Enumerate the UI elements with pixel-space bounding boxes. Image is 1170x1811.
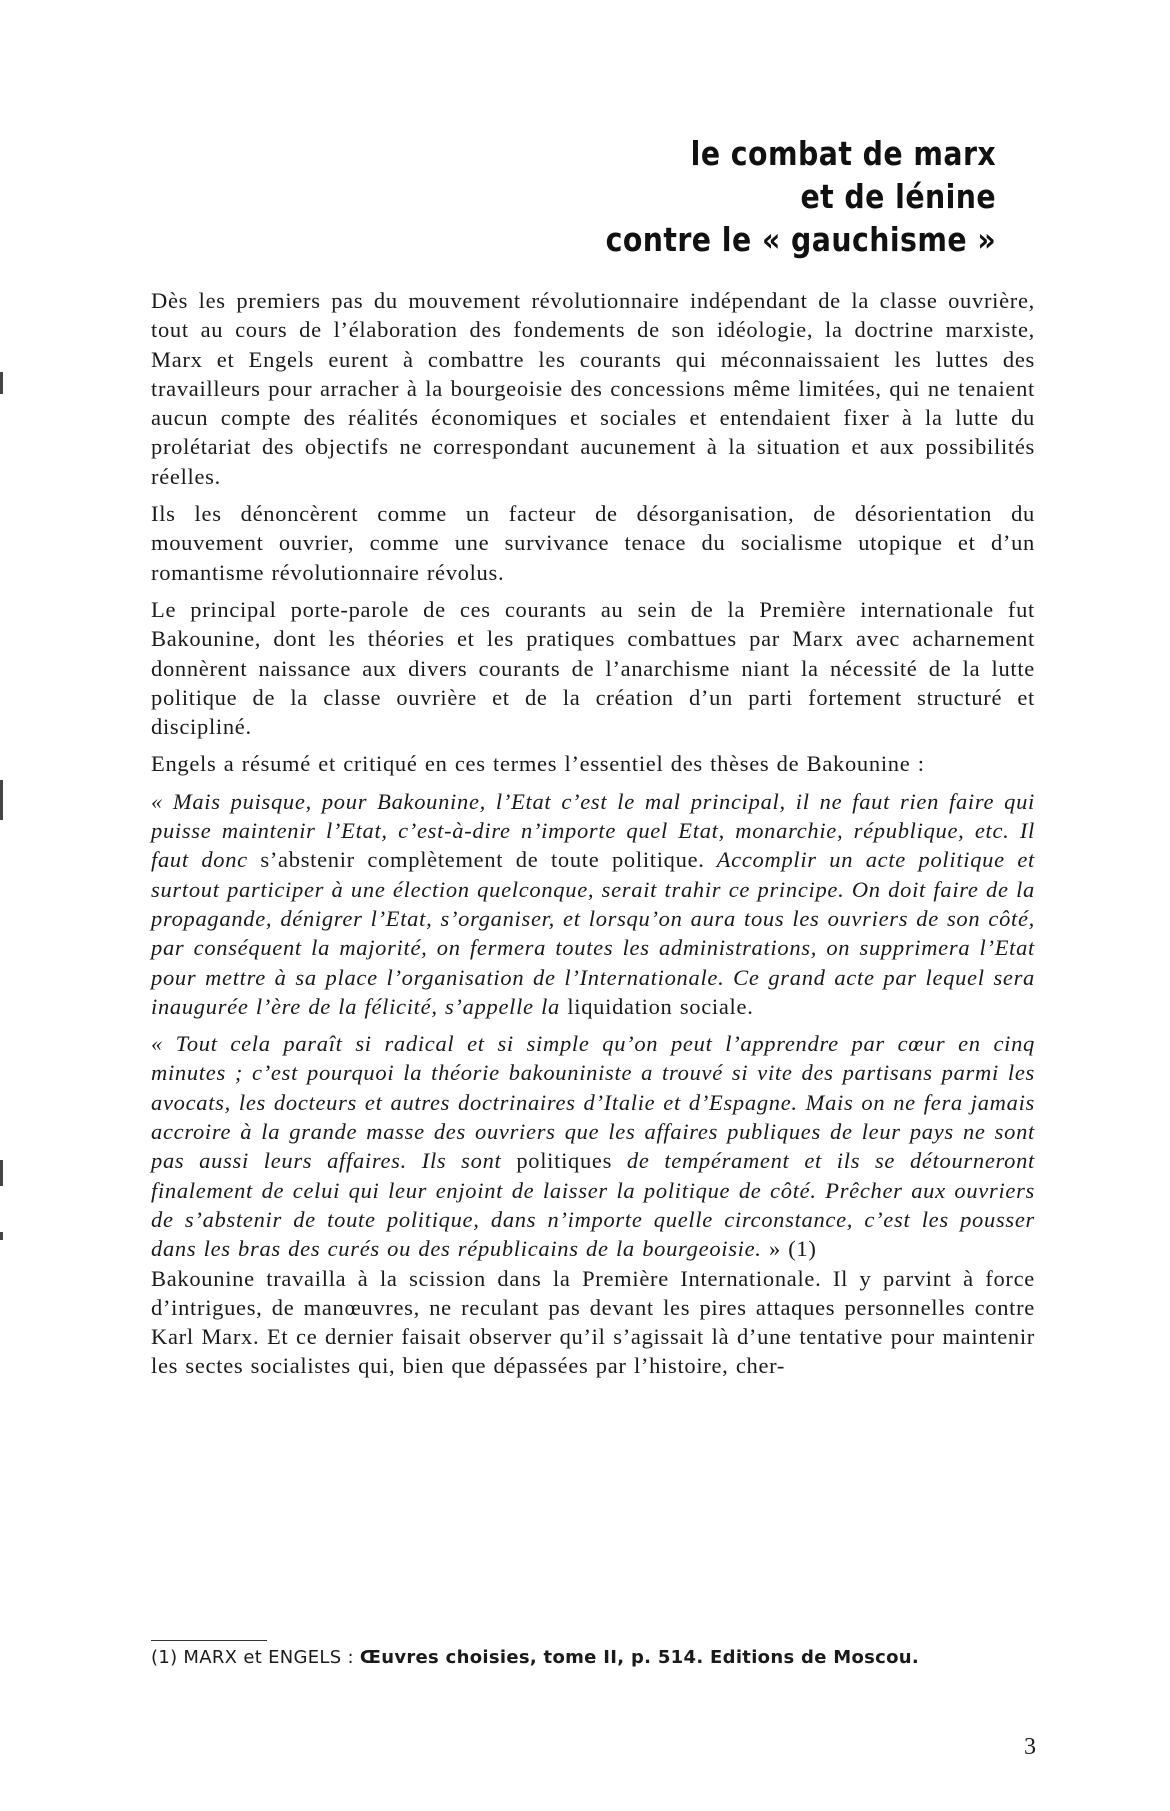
- footnote-suffix: Editions de Moscou.: [703, 1647, 920, 1668]
- paragraph-5: Bakounine travailla à la scission dans la Première Internationale. Il y parvint à force d’intrigues, de manœuvres, ne reculant pas devant les pires attaques personnelles contre Karl Marx. Et ce dernier faisait observer qu’il s’agissait là d’une tentative pour maintenir les sectes socialistes qui, bien que dépassées par l’histoire, cher-: [151, 1265, 1035, 1379]
- footnote-rule: [151, 1640, 267, 1641]
- paragraph-3: Le principal porte-parole de ces courants au sein de la Première internationale fut Bakounine, dont les théories et les pratiques combattues par Marx avec acharnement donnèrent naissance aux divers courants de l’anarchisme niant la nécessité de la lutte politique de la classe ouvrière et de la création d’un parti fortement structuré et discipliné.: [151, 596, 1035, 740]
- page-number: 3: [1024, 1734, 1036, 1760]
- footnote-prefix: (1) MARX et ENGELS :: [151, 1647, 360, 1668]
- scan-edge-mark: [0, 780, 3, 820]
- engels-quote-1: [151, 787, 1035, 1021]
- scan-edge-mark: [0, 372, 3, 394]
- quote2-text-d: » (1): [761, 1236, 817, 1262]
- engels-quote-2: [151, 1029, 1035, 1263]
- paragraph-4: Engels a résumé et critiqué en ces termes l’essentiel des thèses de Bakounine :: [151, 751, 925, 777]
- quote2-text-a: « Tout cela paraît si radical et si simple qu’on peut l’apprendre par cœur en cinq minutes ; c’est pourquoi la théorie bakouniniste a trouvé si vite des partisans parmi les avocats, les docteurs et autres doctrinaires d’Italie et d’Espagne. Mais on ne fera jamais accroire à la grande masse des ouvriers que les affaires publiques de leur pays ne sont pas aussi leurs affaires. Ils sont: [151, 1031, 1035, 1174]
- scan-edge-mark: [0, 1232, 3, 1240]
- quote1-text-b: s’abstenir complètement de toute politique.: [260, 847, 705, 873]
- chapter-title-line-2: et de lénine: [800, 177, 996, 216]
- paragraph-1: Dès les premiers pas du mouvement révolutionnaire indépendant de la classe ouvrière, tout au cours de l’élaboration des fondements de son idéologie, la doctrine marxiste, Marx et Engels eurent à combattre les courants qui méconnaissaient les luttes des travailleurs pour arracher à la bourgeoisie des concessions même limitées, qui ne tenaient aucun compte des réalités économiques et sociales et entendaient fixer à la lutte du prolétariat des objectifs ne correspondant aucunement à la situation et aux possibilités réelles.: [151, 288, 1035, 489]
- paragraph-2: Ils les dénoncèrent comme un facteur de désorganisation, de désorientation du mouvement ouvrier, comme une survivance tenace du socialisme utopique et d’un romantisme révolutionnaire révolus.: [151, 501, 1035, 585]
- footnote-title: Œuvres choisies, tome II, p. 514.: [359, 1647, 704, 1668]
- footnote: [151, 1646, 1035, 1669]
- quote1-text-c: Accomplir un acte politique et surtout participer à une élection quelconque, serait trahir ce principe. On doit faire de la propagande, dénigrer l’Etat, s’organiser, et lorsqu’on aura tous les ouvriers de son côté, par conséquent la majorité, on fermera toutes les administrations, on supprimera l’Etat pour mettre à sa place l’organisation de l’Internationale. Ce grand acte par lequel sera inaugurée l’ère de la félicité, s’appelle la: [151, 847, 1035, 1019]
- body-text: [151, 286, 1035, 1389]
- quote2-text-c: de tempérament et ils se détourneront finalement de celui qui leur enjoint de laisser la politique de côté. Prêcher aux ouvriers de s’abstenir de toute politique, dans n’importe quelle circonstance, c’est les pousser dans les bras des curés ou des républicains de la bourgeoisie.: [151, 1148, 1035, 1262]
- chapter-title-line-3: contre le « gauchisme »: [605, 220, 996, 259]
- quote2-text-b: politiques: [516, 1148, 613, 1174]
- chapter-title-line-1: le combat de marx: [690, 134, 996, 173]
- quote1-text-d: liquidation sociale.: [567, 993, 754, 1019]
- chapter-title: [605, 132, 996, 261]
- quote1-text-a: « Mais puisque, pour Bakounine, l’Etat c’est le mal principal, il ne faut rien faire qui puisse maintenir l’Etat, c’est-à-dire n’importe quel Etat, monarchie, république, etc. Il faut donc: [151, 788, 1035, 873]
- scan-edge-mark: [0, 1160, 3, 1186]
